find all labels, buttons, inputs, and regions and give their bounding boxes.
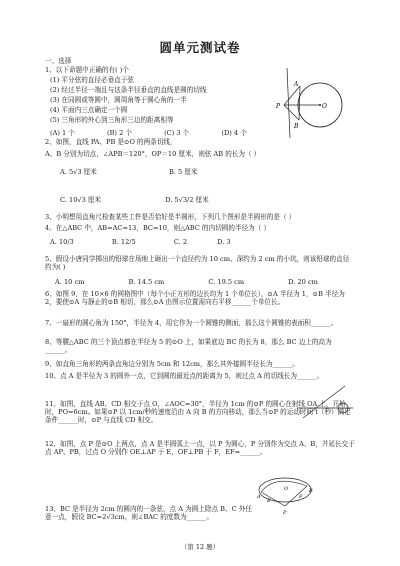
question-1-options (50, 127, 277, 137)
question-1-item: (1) 平分弦的直径必垂直于弦 (50, 76, 134, 84)
question-1-item: (5) 三角形的外心到三角形三边的距离相等 (50, 116, 174, 124)
option-a: A. 10 cm (55, 278, 85, 286)
question-2-options-row2 (60, 194, 239, 204)
question-1-item: (2) 经过半径一端且与这条半径垂直的直线是圆的切线 (50, 86, 207, 94)
question-12-figure (255, 470, 315, 518)
point-label: O (322, 103, 327, 110)
option-a: A. 10/3 (50, 238, 74, 246)
option-c: (C) 3 个 (164, 129, 190, 137)
question-2-options-row1 (60, 166, 227, 176)
option-b: B. 14.5 cm (128, 278, 165, 286)
question-2-stem-cont: A、B 分别为切点，∠APB＝120°，OP＝10 厘米，则弦 AB 的长为（ ） (45, 150, 261, 158)
point-label: A (257, 494, 261, 500)
question-4-options (50, 238, 261, 246)
point-label: P (283, 510, 287, 516)
option-a: (A) 1 个 (50, 129, 75, 137)
option-c: C. 19.5 cm (208, 278, 245, 286)
option-b: B. 5 厘米 (168, 168, 198, 176)
page-title: 圆单元测试卷 (159, 40, 241, 55)
question-5-options (55, 278, 348, 286)
question-12-stem: 12、如图，点 P 是⊙O 上两点，点 A 是半圆弧上一点，以 P 为圆心，P 分别作为交点 A、B，并延长交于点 AP、PB，过点 O 分别作 OE⊥AP 于 E，OF⊥PB 于 F，EF=______。 (45, 440, 355, 456)
question-2-stem: 2、如图，直线 PA、PB 是⊙O 的两条切线， (45, 138, 177, 146)
option-c: C. 10√3 厘米 (60, 196, 102, 204)
question-5-stem: 5、假设小唐同学掷出的铅球在场地上砸出一个直径约为 10 cm、深约为 2 cm 的小坑，则该铅球的直径约为( ) (45, 255, 350, 271)
question-4-stem: 4、在△ABC 中，AB=AC=13，BC=10，则△ABC 的内切圆的半径为（ ） (45, 224, 271, 232)
option-d: D. 20 cm (288, 278, 318, 286)
option-c: C. 2 (173, 238, 188, 246)
question-6-stem: 6、如图 9，在 10×6 的网格图中（每个小正方形的边长均为 1 个单位长），⊙A 半径为 1，⊙B 半径为 2，要使⊙A 与静止的⊙B 相切，那么⊙A 由图示位置需向右平移______个单位长。 (45, 290, 345, 306)
point-label: O (284, 486, 289, 492)
option-b: (B) 2 个 (107, 129, 132, 137)
point-label: F (299, 494, 303, 500)
question-3-stem: 3、小明想用直角尺检查某些工件是否恰好是半圆形，下列几个图形是半圆形的是（ ） (45, 213, 296, 221)
question-1-item: (3) 在同圆或等圆中，圆周角等于圆心角的一半 (50, 96, 187, 104)
question-1-stem: 1、以下命题中正确的有( )个 (45, 66, 129, 74)
question-13-stem: 13、BC 是半径为 2cm 的圆内的一条弦，点 A 为圆上除点 B、C 外任意一点，假设 BC=2√3cm，则∠BAC 的度数为______。 (45, 505, 252, 521)
question-10-stem: 10、点 A 是半径为 3 的圆外一点，它到圆的最近点的距离为 5，则过点 A 的切线长为______。 (45, 372, 324, 380)
point-label: P (276, 103, 281, 110)
question-11-stem: 11、如图，直线 AB、CD 相交于点 O，∠AOC=30°，半径为 1cm 的⊙P 的圆心在射线 OA 上，开始时，PO=6cm。如果⊙P 以 1cm/秒的速度沿由 A 向 B 的方向移动，那么当⊙P 的运动时间 t（秒）满足条件______时，⊙P 与直线 CD 相交。 (45, 400, 351, 424)
question-8-stem: 8、等腰△ABC 的三个顶点都在半径为 5 的⊙O 上，如果底边 BC 的长为 8，那么 BC 边上的高为______。 (45, 338, 332, 354)
option-a: A. 5√3 厘米 (60, 168, 97, 176)
question-7-stem: 7、一扇形的圆心角为 150°，半径为 4，用它作为一个圆锥的侧面，那么这个圆锥的表面积______。 (45, 319, 338, 327)
option-b: B. 12/5 (111, 238, 136, 246)
question-9-stem: 9、如直角三角形的两条直角边分别为 5cm 和 12cm，那么其外接圆半径长为______。 (45, 360, 299, 368)
option-d: D. 3 (217, 238, 231, 246)
question-1-item: (4) 平面内三点确定一个圆 (50, 106, 128, 114)
tangent-circle-figure (270, 60, 350, 140)
point-label: B (309, 488, 313, 494)
point-label: B (294, 123, 299, 130)
section-heading: 一、选择 (45, 57, 72, 65)
point-label: E (267, 498, 271, 504)
option-d: (D) 4 个 (221, 129, 247, 137)
option-d: D. 5√3/2 厘米 (165, 196, 209, 204)
point-label: A (294, 81, 299, 88)
figure-caption: （第 12 题） (180, 543, 220, 551)
